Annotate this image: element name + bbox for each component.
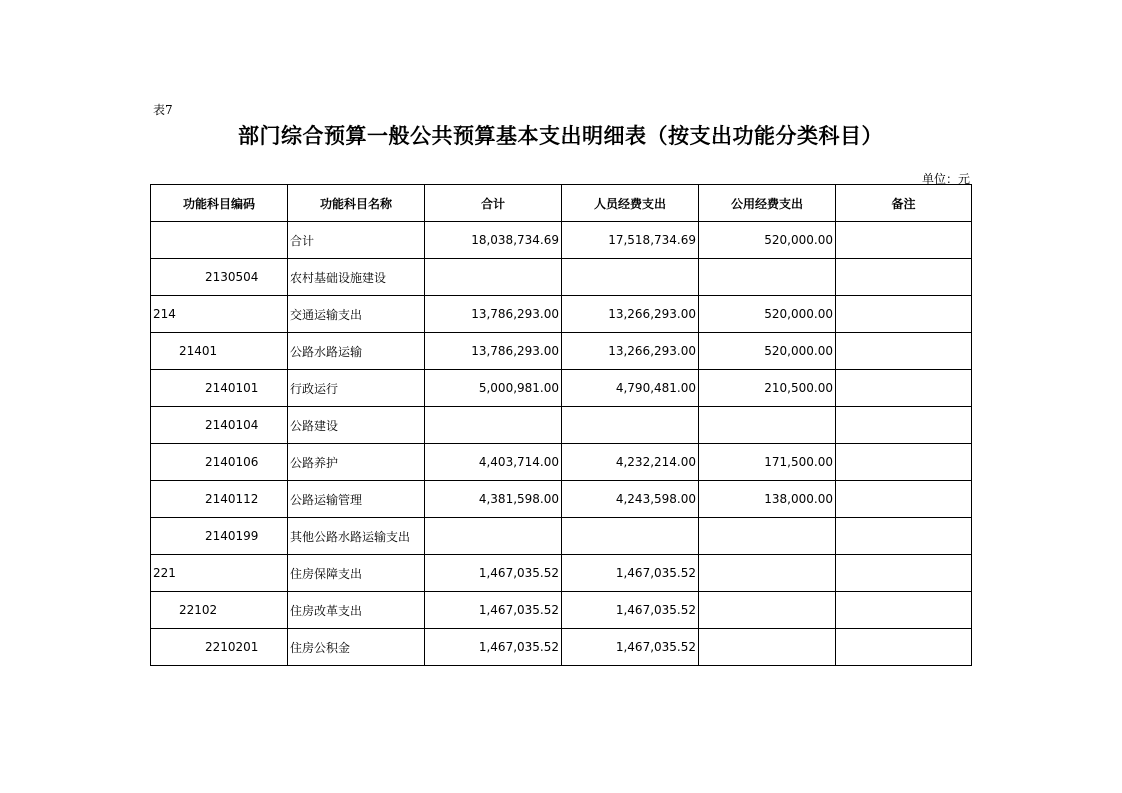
public-cell [699, 407, 836, 444]
code-cell: 2210201 [151, 629, 288, 666]
name-cell: 住房保障支出 [288, 555, 425, 592]
code-cell: 2130504 [151, 259, 288, 296]
name-cell: 公路运输管理 [288, 481, 425, 518]
note-cell [836, 592, 972, 629]
total-cell: 1,467,035.52 [425, 592, 562, 629]
personnel-cell [562, 518, 699, 555]
header-code: 功能科目编码 [151, 185, 288, 222]
unit-label: 单位：元 [921, 172, 970, 186]
name-cell: 其他公路水路运输支出 [288, 518, 425, 555]
personnel-cell: 4,790,481.00 [562, 370, 699, 407]
name-cell: 合计 [288, 222, 425, 259]
table-row [151, 296, 972, 333]
personnel-cell: 17,518,734.69 [562, 222, 699, 259]
header-personnel: 人员经费支出 [562, 185, 699, 222]
public-cell: 520,000.00 [699, 333, 836, 370]
header-public: 公用经费支出 [699, 185, 836, 222]
code-cell: 214 [151, 296, 288, 333]
table-row [151, 555, 972, 592]
total-cell: 13,786,293.00 [425, 296, 562, 333]
code-cell: 2140112 [151, 481, 288, 518]
table-row [151, 481, 972, 518]
total-cell: 13,786,293.00 [425, 333, 562, 370]
public-cell [699, 555, 836, 592]
total-cell: 18,038,734.69 [425, 222, 562, 259]
total-cell: 5,000,981.00 [425, 370, 562, 407]
note-cell [836, 444, 972, 481]
name-cell: 农村基础设施建设 [288, 259, 425, 296]
total-cell [425, 407, 562, 444]
note-cell [836, 333, 972, 370]
code-cell [151, 222, 288, 259]
code-cell: 21401 [151, 333, 288, 370]
public-cell [699, 259, 836, 296]
table-row [151, 222, 972, 259]
header-note: 备注 [836, 185, 972, 222]
public-cell: 520,000.00 [699, 296, 836, 333]
public-cell [699, 629, 836, 666]
code-cell: 2140101 [151, 370, 288, 407]
table-row [151, 629, 972, 666]
code-cell: 221 [151, 555, 288, 592]
name-cell: 交通运输支出 [288, 296, 425, 333]
personnel-cell: 4,232,214.00 [562, 444, 699, 481]
total-cell: 4,381,598.00 [425, 481, 562, 518]
note-cell [836, 370, 972, 407]
note-cell [836, 555, 972, 592]
personnel-cell: 1,467,035.52 [562, 555, 699, 592]
public-cell: 210,500.00 [699, 370, 836, 407]
header-name: 功能科目名称 [288, 185, 425, 222]
public-cell: 138,000.00 [699, 481, 836, 518]
note-cell [836, 296, 972, 333]
note-cell [836, 259, 972, 296]
table-body [151, 222, 972, 666]
table-number-label: 表7 [153, 103, 173, 117]
personnel-cell [562, 407, 699, 444]
personnel-cell: 13,266,293.00 [562, 296, 699, 333]
public-cell: 520,000.00 [699, 222, 836, 259]
note-cell [836, 518, 972, 555]
name-cell: 住房公积金 [288, 629, 425, 666]
header-total: 合计 [425, 185, 562, 222]
table-row [151, 370, 972, 407]
total-cell: 1,467,035.52 [425, 629, 562, 666]
personnel-cell: 13,266,293.00 [562, 333, 699, 370]
table-row [151, 444, 972, 481]
table-row [151, 592, 972, 629]
code-cell: 2140106 [151, 444, 288, 481]
total-cell [425, 518, 562, 555]
note-cell [836, 481, 972, 518]
public-cell [699, 592, 836, 629]
table-row [151, 518, 972, 555]
code-cell: 2140104 [151, 407, 288, 444]
note-cell [836, 629, 972, 666]
public-cell [699, 518, 836, 555]
total-cell [425, 259, 562, 296]
personnel-cell: 1,467,035.52 [562, 592, 699, 629]
budget-table [150, 184, 972, 666]
table-row [151, 333, 972, 370]
note-cell [836, 222, 972, 259]
table-row [151, 407, 972, 444]
code-cell: 2140199 [151, 518, 288, 555]
public-cell: 171,500.00 [699, 444, 836, 481]
personnel-cell: 4,243,598.00 [562, 481, 699, 518]
document-title: 部门综合预算一般公共预算基本支出明细表（按支出功能分类科目） [238, 124, 883, 148]
total-cell: 4,403,714.00 [425, 444, 562, 481]
personnel-cell [562, 259, 699, 296]
name-cell: 公路建设 [288, 407, 425, 444]
name-cell: 公路水路运输 [288, 333, 425, 370]
name-cell: 行政运行 [288, 370, 425, 407]
code-cell: 22102 [151, 592, 288, 629]
table-row [151, 259, 972, 296]
name-cell: 住房改革支出 [288, 592, 425, 629]
personnel-cell: 1,467,035.52 [562, 629, 699, 666]
note-cell [836, 407, 972, 444]
header-row [151, 185, 972, 222]
total-cell: 1,467,035.52 [425, 555, 562, 592]
name-cell: 公路养护 [288, 444, 425, 481]
